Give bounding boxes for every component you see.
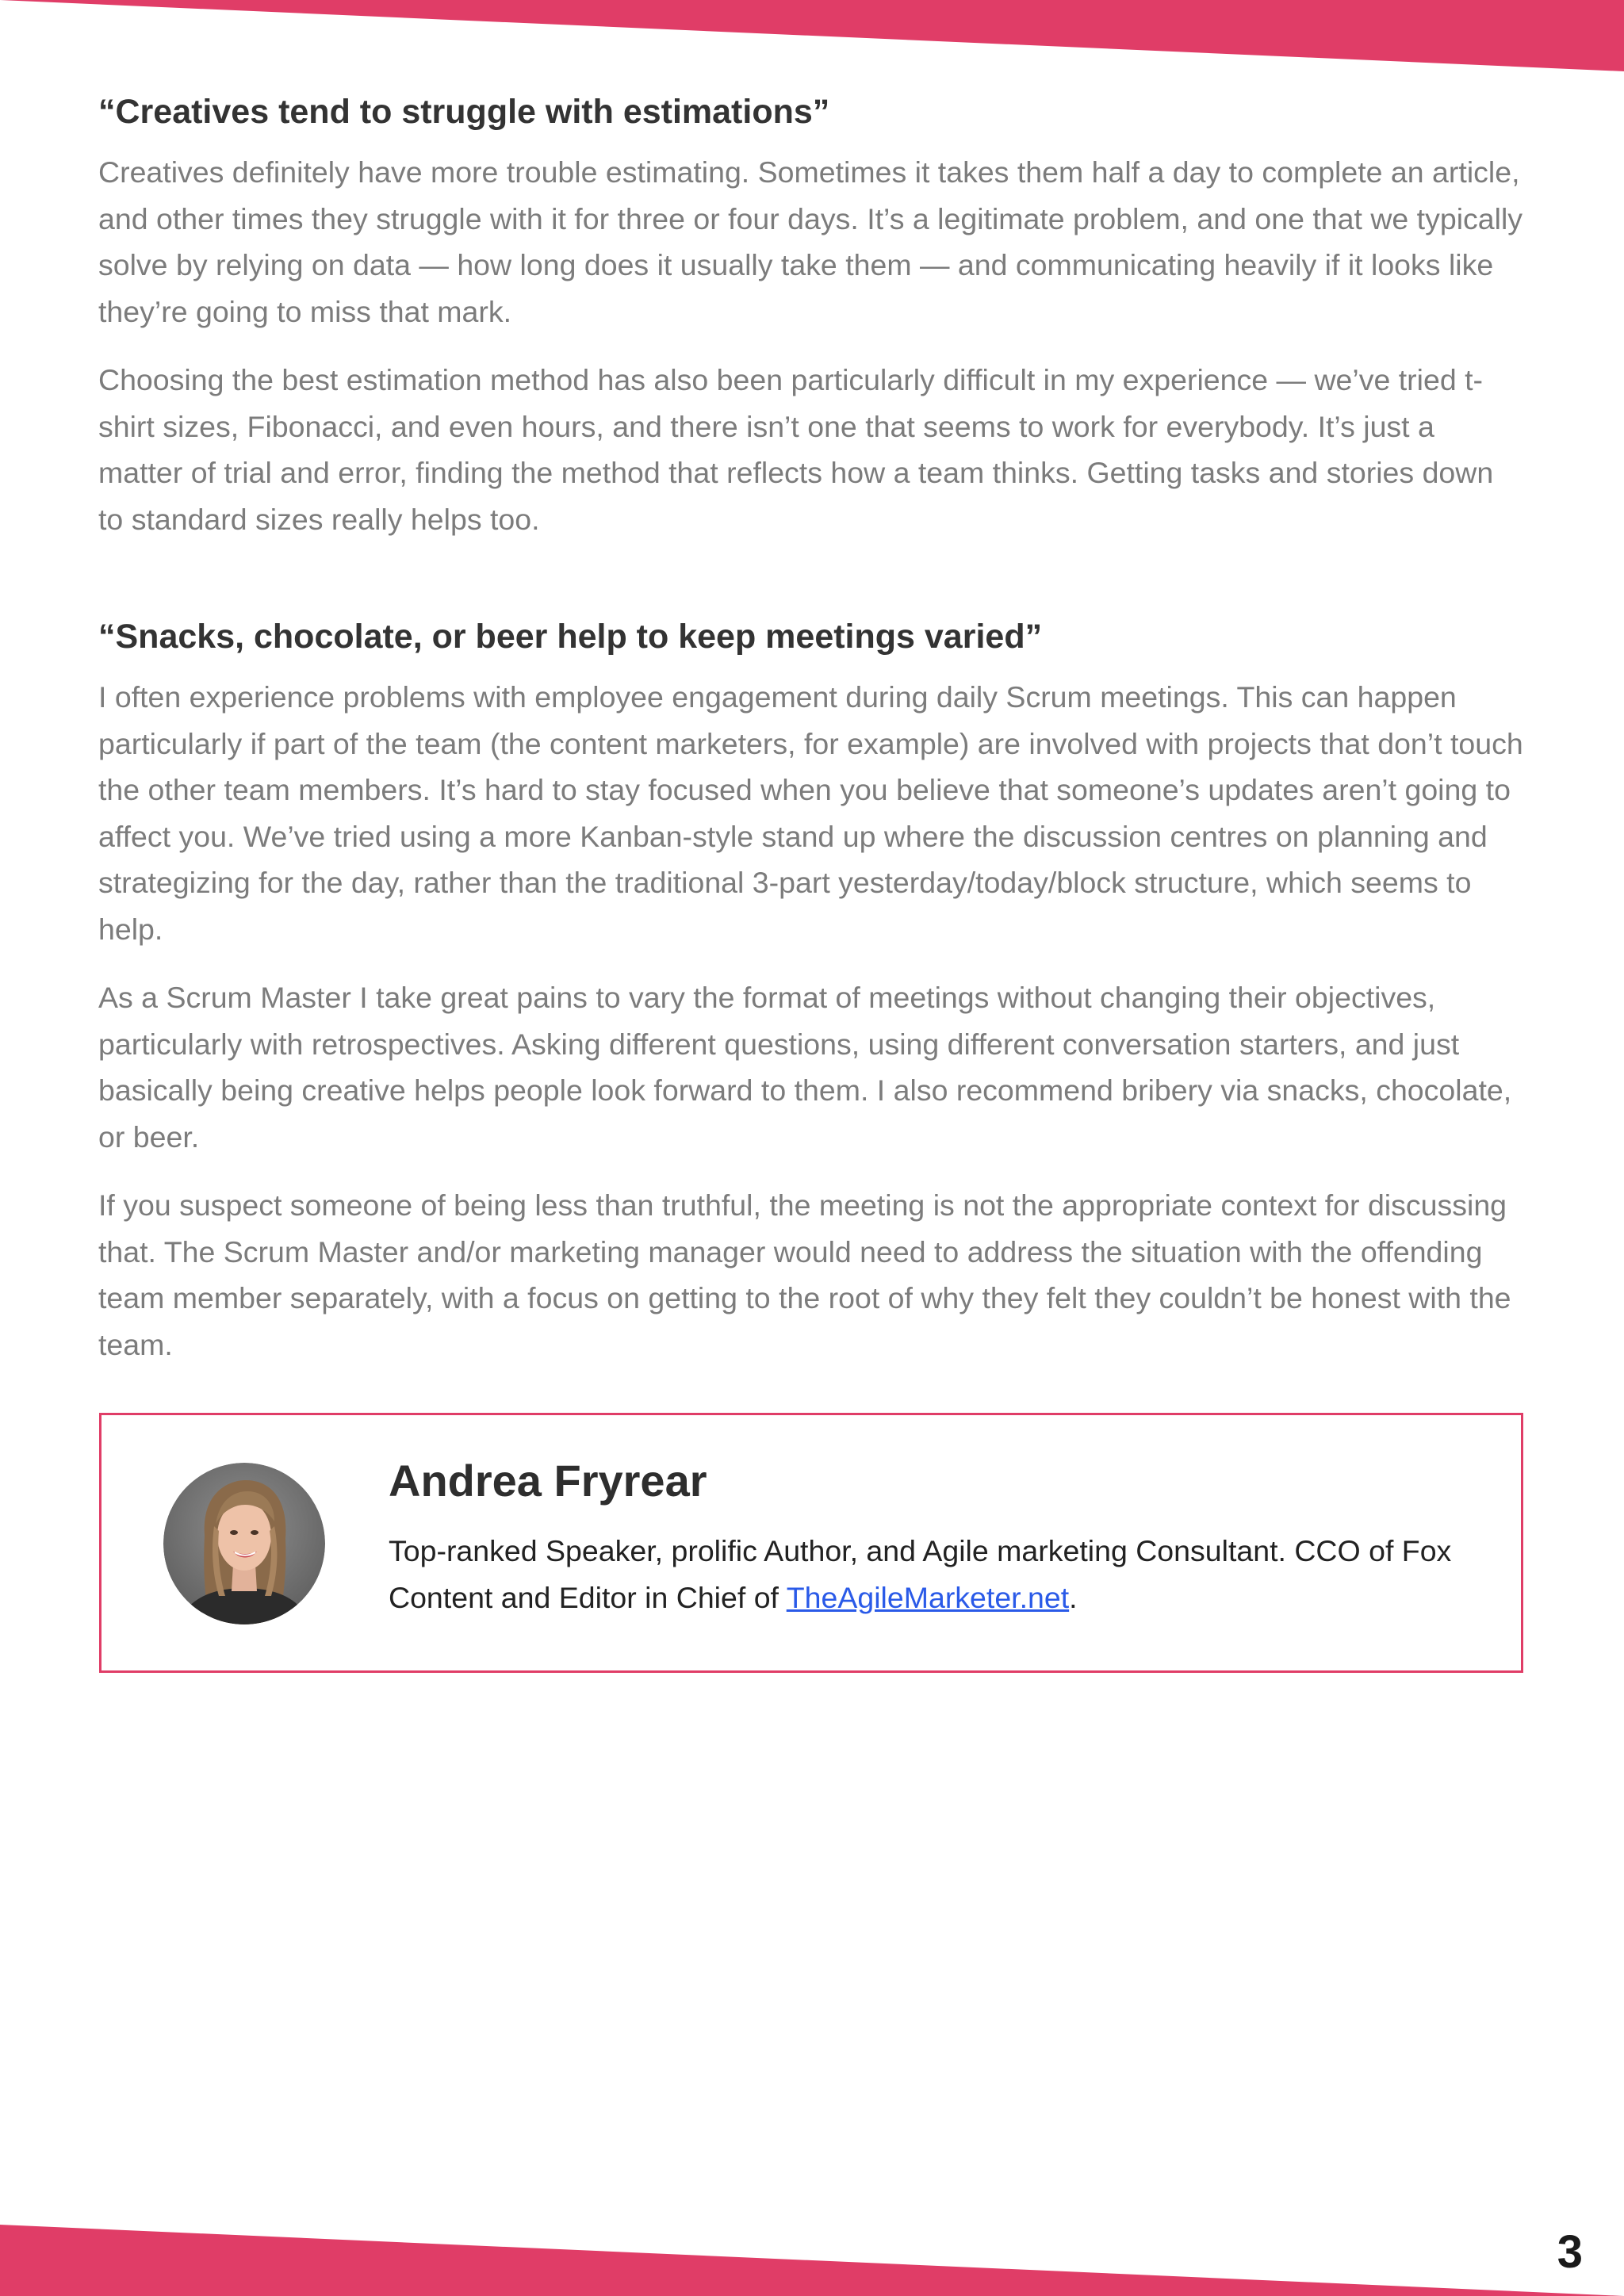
author-name: Andrea Fryrear xyxy=(389,1456,707,1506)
author-bio-text: Top-ranked Speaker, prolific Author, and Agile marketing Consultant. CCO of Fox Content and Editor in Chief of xyxy=(389,1534,1452,1614)
section-heading: “Snacks, chocolate, or beer help to keep meetings varied” xyxy=(98,618,1043,656)
section-heading: “Creatives tend to struggle with estimations” xyxy=(98,93,830,131)
person-portrait-icon xyxy=(163,1463,325,1624)
top-accent-band xyxy=(0,0,1624,73)
paragraph: As a Scrum Master I take great pains to vary the format of meetings without changing their objectives, particularly with retrospectives. Asking different questions, using different conversation starters, and just basically being creative helps people look forward to them. I also recommend bribery via snacks, chocolate, or beer. xyxy=(98,981,1512,1154)
section-meetings xyxy=(98,610,1526,1368)
author-bio-box xyxy=(99,1413,1523,1673)
paragraph: If you suspect someone of being less than truthful, the meeting is not the appropriate context for discussing that. The Scrum Master and/or marketing manager would need to address the situation with the offending team member separately, with a focus on getting to the root of why they felt they couldn’t be honest with the team. xyxy=(98,1188,1511,1361)
paragraph: Choosing the best estimation method has also been particularly difficult in my experience — we’ve tried t-shirt sizes, Fibonacci, and even hours, and there isn’t one that seems to work for everybody. It’s just a matter of trial and error, finding the method that reflects how a team thinks. Getting tasks and stories down to standard sizes really helps too. xyxy=(98,363,1494,536)
author-bio xyxy=(389,1528,1491,1621)
paragraph: I often experience problems with employee engagement during daily Scrum meetings. This can happen particularly if part of the team (the content marketers, for example) are involved with projects that don’t touch the other team members. It’s hard to stay focused when you believe that someone’s updates aren’t going to affect you. We’ve tried using a more Kanban-style stand up where the discussion centres on planning and strategizing for the day, rather than the traditional 3-part yesterday/today/block structure, which seems to help. xyxy=(98,680,1523,946)
article-content xyxy=(98,86,1526,1368)
author-bio-end: . xyxy=(1069,1580,1078,1614)
author-website-link[interactable]: TheAgileMarketer.net xyxy=(786,1580,1070,1614)
section-estimations xyxy=(98,86,1526,542)
paragraph: Creatives definitely have more trouble estimating. Sometimes it takes them half a day to complete an article, and other times they struggle with it for three or four days. It’s a legitimate problem, and one that we typically solve by relying on data — how long does it usually take them — and communicating heavily if it looks like they’re going to miss that mark. xyxy=(98,155,1523,328)
page-number: 3 xyxy=(1557,2226,1583,2278)
bottom-accent-band xyxy=(0,2225,1624,2296)
